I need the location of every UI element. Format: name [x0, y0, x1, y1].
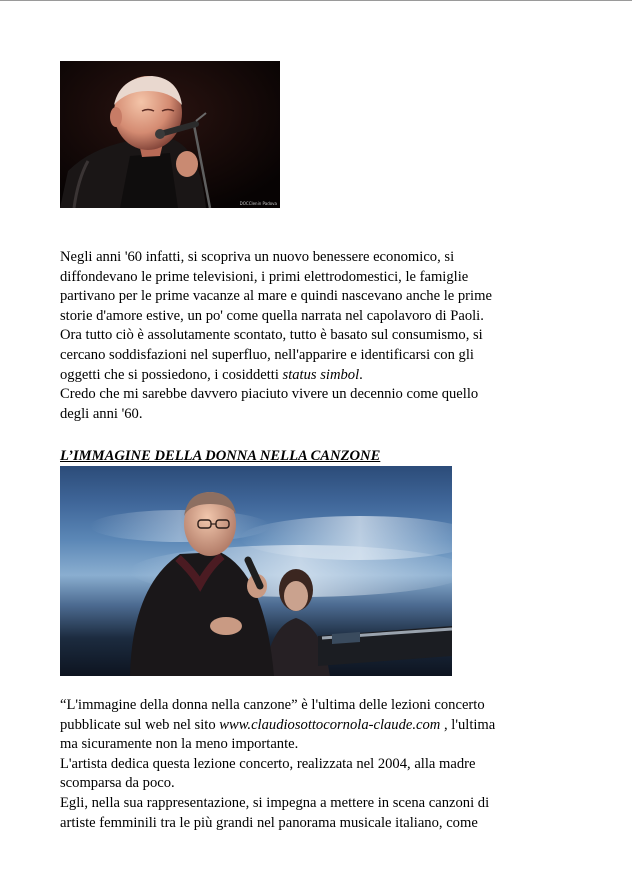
text-line-url — [60, 716, 580, 736]
text-line-status — [60, 366, 580, 386]
text-line: L'artista dedica questa lezione concerto, realizzata nel 2004, alla madre — [60, 755, 476, 772]
text-line: Credo che mi sarebbe davvero piaciuto vivere un decennio come quello — [60, 386, 479, 403]
text-fragment: oggetti che si possiedono, i cosiddetti — [60, 366, 283, 383]
text-line: scomparsa da poco. — [60, 775, 175, 792]
text-line: partivano per le prime vacanze al mare e quindi nascevano anche le prime — [60, 288, 492, 305]
text-line: Ora tutto ciò è assolutamente scontato, tutto è basato sul consumismo, si — [60, 327, 483, 344]
text-line: artiste femminili tra le più grandi nel panorama musicale italiano, come — [60, 814, 478, 831]
text-line: “L'immagine della donna nella canzone” è l'ultima delle lezioni concerto — [60, 697, 485, 713]
page-top-border — [0, 0, 632, 1]
text-line: Negli anni '60 infatti, si scopriva un nuovo benessere economico, si — [60, 249, 455, 265]
text-line: ma sicuramente non la meno importante. — [60, 736, 299, 753]
paragraph-anni-60 — [60, 248, 580, 424]
text-fragment: pubblicate sul web nel sito — [60, 716, 220, 733]
paragraph-immagine-donna — [60, 696, 580, 833]
singer-photo — [60, 61, 280, 208]
text-line: degli anni '60. — [60, 405, 143, 422]
section-heading: L’IMMAGINE DELLA DONNA NELLA CANZONE — [60, 448, 381, 464]
website-url: www.claudiosottocornola-claude.com — [219, 716, 441, 733]
concert-photo — [60, 466, 452, 676]
text-fragment: , l'ultima — [440, 716, 496, 733]
text-line: Egli, nella sua rappresentazione, si impegna a mettere in scena canzoni di — [60, 794, 490, 811]
singer-illustration — [60, 61, 280, 208]
text-line: cercano soddisfazioni nel superfluo, nell'apparire e identificarsi con gli — [60, 346, 474, 363]
photo-credit: DOCClenin Padova — [239, 201, 277, 206]
status-simbol-term: status simbol — [282, 366, 360, 383]
concert-illustration — [60, 466, 452, 676]
text-line: storie d'amore estive, un po' come quella narrata nel capolavoro di Paoli. — [60, 307, 484, 324]
text-fragment: . — [359, 366, 363, 383]
text-line: diffondevano le prime televisioni, i primi elettrodomestici, le famiglie — [60, 268, 469, 285]
